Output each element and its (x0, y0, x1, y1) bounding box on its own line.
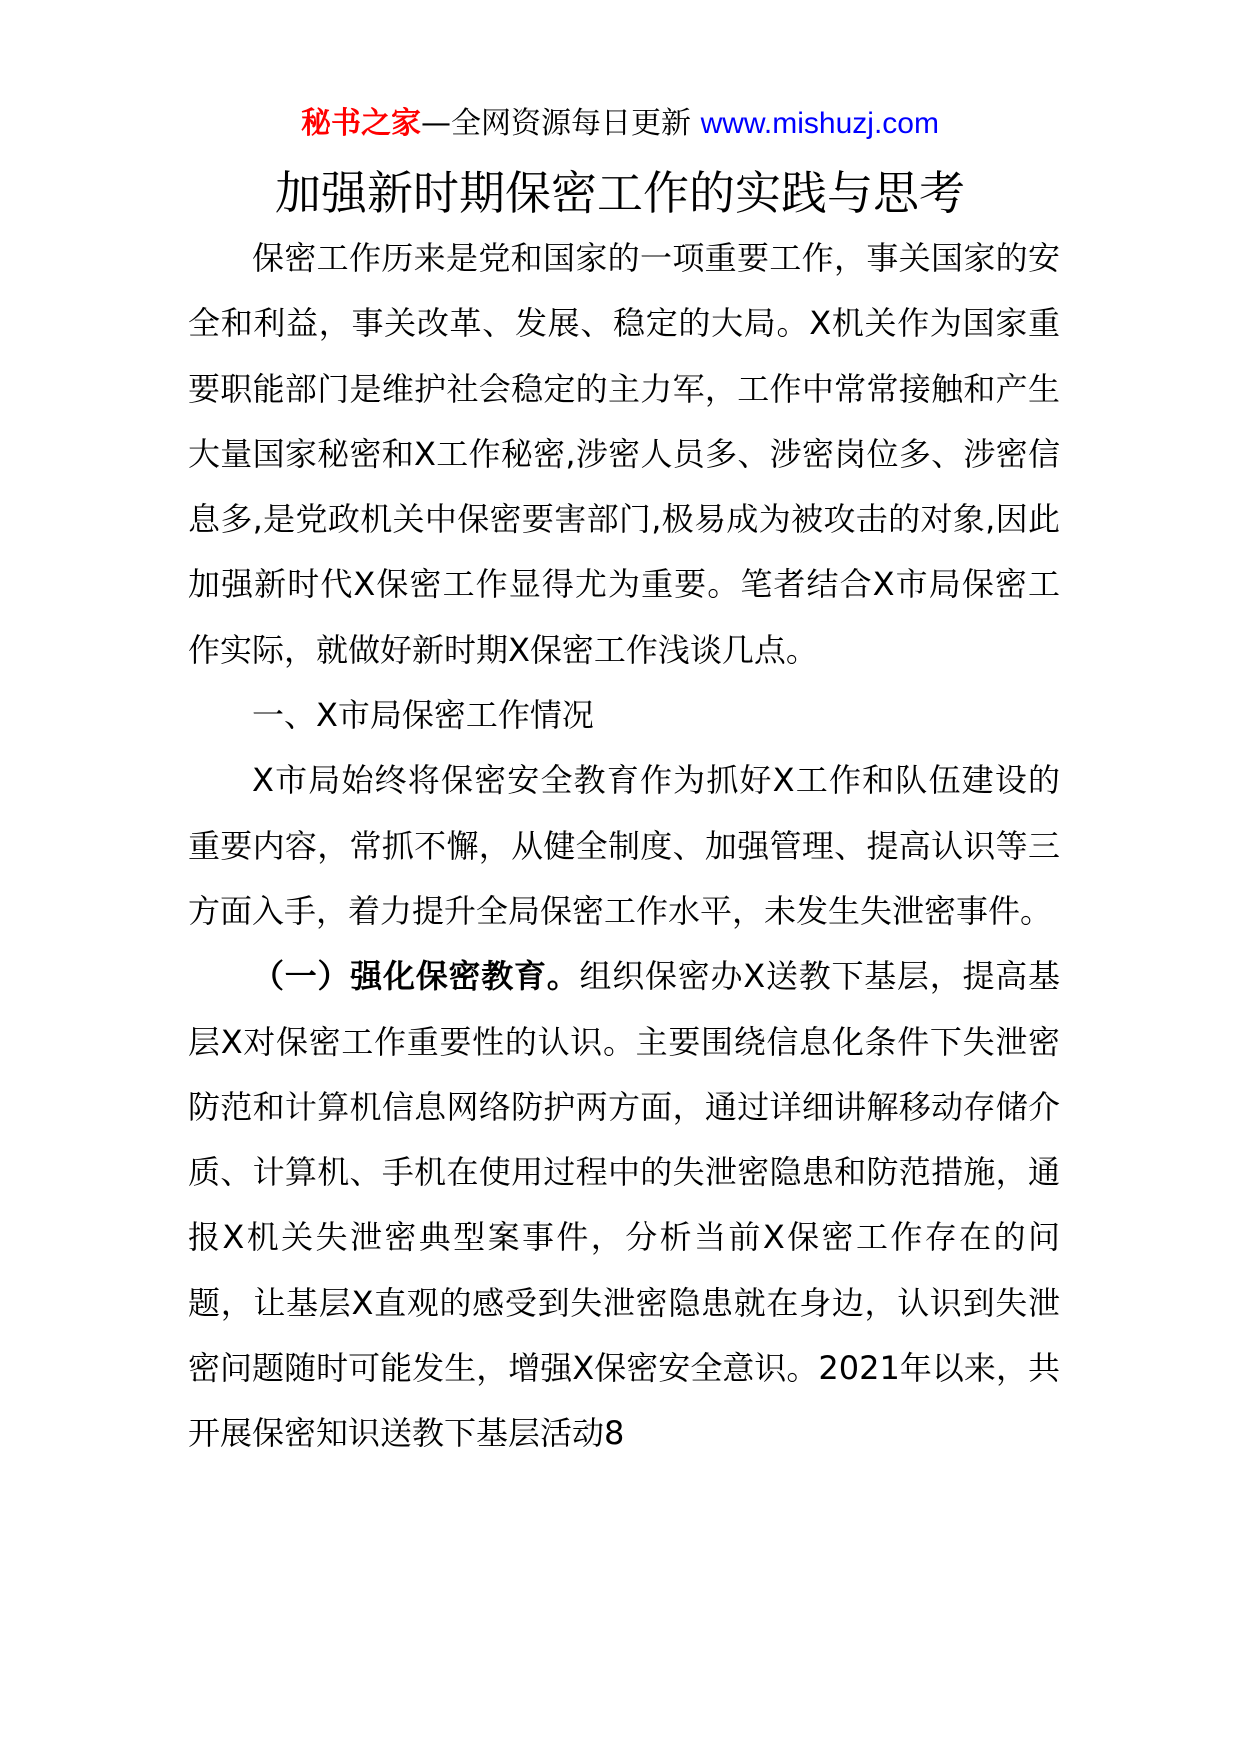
paragraph-text: 保密工作历来是党和国家的一项重要工作，事关国家的安全和利益，事关改革、发展、稳定的大局。X机关作为国家重要职能部门是维护社会稳定的主力军，工作中常常接触和产生大量国家秘密和X工作秘密,涉密人员多、涉密岗位多、涉密信息多,是党政机关中保密要害部门,极易成为被攻击的对象,因此加强新时代X保密工作显得尤为重要。笔者结合X市局保密工作实际，就做好新时期X保密工作浅谈几点。 (188, 239, 1060, 669)
section-heading-1 (188, 683, 1060, 748)
banner-tagline: —全网资源每日更新 (421, 106, 692, 141)
section-heading-text: 一、X市局保密工作情况 (252, 696, 594, 735)
paragraph-situation (188, 748, 1060, 944)
document-body (188, 226, 1060, 1467)
document-title: 加强新时期保密工作的实践与思考 (275, 166, 965, 220)
banner-url[interactable]: www.mishuzj.com (700, 107, 939, 140)
paragraph-text: 组织保密办X送教下基层，提高基层X对保密工作重要性的认识。主要围绕信息化条件下失泄密防范和计算机信息网络防护两方面，通过详细讲解移动存储介质、计算机、手机在使用过程中的失泄密隐患和防范措施，通报X机关失泄密典型案事件，分析当前X保密工作存在的问题，让基层X直观的感受到失泄密隐患就在身边，认识到失泄密问题随时可能发生，增强X保密安全意识。2021年以来，共开展保密知识送教下基层活动8 (188, 957, 1060, 1453)
paragraph-text: X市局始终将保密安全教育作为抓好X工作和队伍建设的重要内容，常抓不懈，从健全制度、加强管理、提高认识等三方面入手，着力提升全局保密工作水平，未发生失泄密事件。 (188, 761, 1060, 930)
paragraph-education (188, 944, 1060, 1466)
paragraph-intro (188, 226, 1060, 683)
banner-brand: 秘书之家 (301, 106, 422, 141)
subsection-heading: （一）强化保密教育。 (252, 957, 580, 996)
site-banner (0, 102, 1240, 146)
